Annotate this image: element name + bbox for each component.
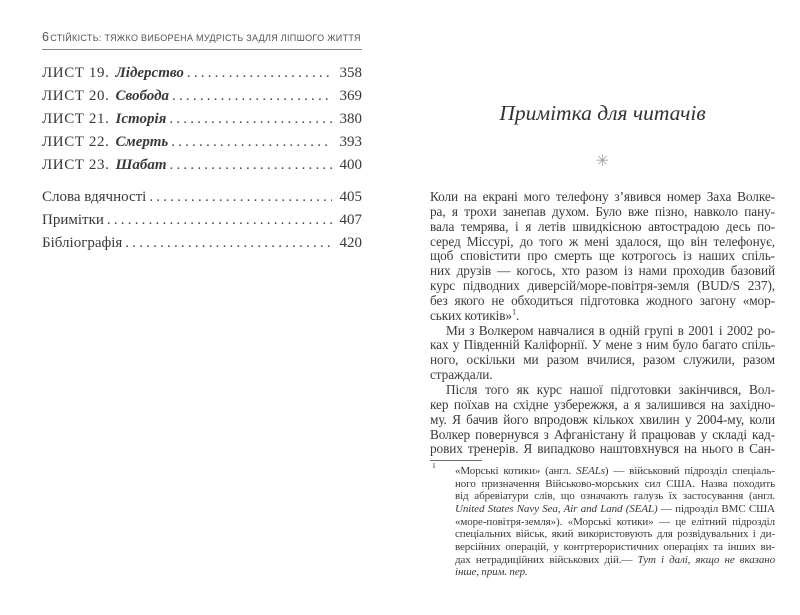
toc-back-matter-list [42,189,362,258]
footnote [430,461,775,579]
dot-leader [107,212,332,229]
toc-entry-page: 393 [339,134,362,150]
footnote-line: спеціальних військ, який використовують для розвідувальних і ди- [455,528,775,541]
paragraph [430,190,775,324]
toc-entry-title: Лідерство [115,65,184,81]
dot-leader [172,88,332,105]
text-line: щоб сповістити про смерть ще котрогось із наших спіль- [430,248,775,264]
text-line: кер поїхав на східне узбережжя, а я залишився на західно- [430,396,775,412]
toc-entry-title: Шабат [115,157,167,173]
left-page [42,30,362,258]
footnote-line: інше, прим. пер. [455,566,528,579]
text-line: без якого не обходиться підготовка жодного загону «мор- [430,292,775,308]
toc-entry-page: 400 [339,157,362,173]
text-line: них друзів — когось, хто разом із нами проходив базовий [430,263,775,279]
page-number: 6 [42,30,49,44]
page-header [42,30,362,44]
toc-letters-list [42,65,362,180]
text-line: му. Я бачив його впродовж кількох хвилин у 2004-му, коли [430,411,775,427]
toc-entry [42,111,362,134]
toc-entry-title: Історія [115,111,167,127]
text-line: ра, я трохи занепав духом. Було вже пізно, навколо пану- [430,203,775,219]
toc-entry-label: ЛИСТ 21. [42,111,110,127]
toc-entry-page: 420 [339,235,362,251]
toc-entry-label: ЛИСТ 23. [42,157,110,173]
text-line: Після того як курс нашої підготовки закінчився, Вол- [446,381,775,397]
footnote-line: від абревіатури слів, що означають галузь їх застосування (англ. [455,490,775,503]
chapter-title: Примітка для читачів [499,101,706,125]
text-line: серед Міссурі, до того ж мені здалося, що він телефонує, [430,233,775,249]
toc-entry-title: Свобода [115,88,170,104]
right-page [430,0,775,615]
footnote-line: 1 «Морські котики» (англ. SEALs) — військовий підрозділ спеціаль- [432,461,775,477]
dot-leader [125,235,332,252]
dot-leader [171,134,332,151]
body-text [430,190,775,457]
toc-entry-title: Смерть [115,134,169,150]
dot-leader [169,111,332,128]
asterisk-ornament-icon: ✳ [595,151,610,170]
toc-entry-label: ЛИСТ 22. [42,134,110,150]
footnote-separator [430,460,482,461]
toc-entry-page: 380 [339,111,362,127]
footnote-line: версійних операцій, у контртерористичних операціях та інших ви- [455,540,775,553]
toc-entry-title: Бібліографія [42,235,123,251]
text-line: курс підводних диверсій/море-повітря-земля (BUD/S 237), [430,278,775,294]
footnote-line: ного призначення Військово-морських сил США. Назва походить [455,477,775,490]
toc-entry-title: Примітки [42,212,104,228]
toc-entry [42,212,362,235]
toc-entry [42,88,362,111]
text-line: ного, оскільки ми разом вчилися, разом служили, разом [430,352,775,368]
dot-leader [149,189,332,206]
toc-entry [42,65,362,88]
toc-entry-label: ЛИСТ 20. [42,88,110,104]
text-line: вала темрява, і я летів швидкісною автострадою десь по- [430,218,775,234]
toc-entry-title: Слова вдячності [42,189,147,205]
text-line: Ми з Волкером навчалися в одній групі в 2001 і 2002 ро- [446,322,775,338]
toc-entry-label: ЛИСТ 19. [42,65,110,81]
text-line: Коли на екрані мого телефону з’явився номер Заха Волке- [430,189,775,204]
paragraph [430,383,775,457]
text-line: рових тренерів. Я випадково наштовхнувся на нього в Сан- [430,441,775,457]
footnote-line: дах нетрадиційних військових дій.— Тут і далі, якщо не вказано [455,553,775,566]
text-line: страждали. [430,367,493,383]
running-title: СТІЙКІСТЬ: ТЯЖКО ВИБОРЕНА МУДРІСТЬ ЗАДЛЯ ЛІПШОГО ЖИТТЯ [50,33,361,43]
toc-entry-page: 369 [339,88,362,104]
toc-entry-page: 405 [339,189,362,205]
footnote-line: «море-повітря-земля»). «Морські котики» — це елітний підрозділ [455,515,775,528]
text-line: ських котиків»$^1$. [430,307,520,323]
toc-entry [42,134,362,157]
toc-entry [42,189,362,212]
toc-entry [42,157,362,180]
toc-entry [42,235,362,258]
header-rule [42,49,362,50]
text-line: Волкер повернувся з Афганістану й працював у складі кад- [430,426,775,442]
paragraph [430,324,775,383]
toc-entry-page: 407 [339,212,362,228]
toc-entry-page: 358 [339,65,362,81]
dot-leader [187,65,332,82]
dot-leader [170,157,332,174]
text-line: ках у Південній Каліфорнії. У мене з ним було багато спіль- [430,337,775,353]
footnote-line: United States Navy Sea, Air and Land (SEAL) — підрозділ ВМС США [455,502,775,515]
